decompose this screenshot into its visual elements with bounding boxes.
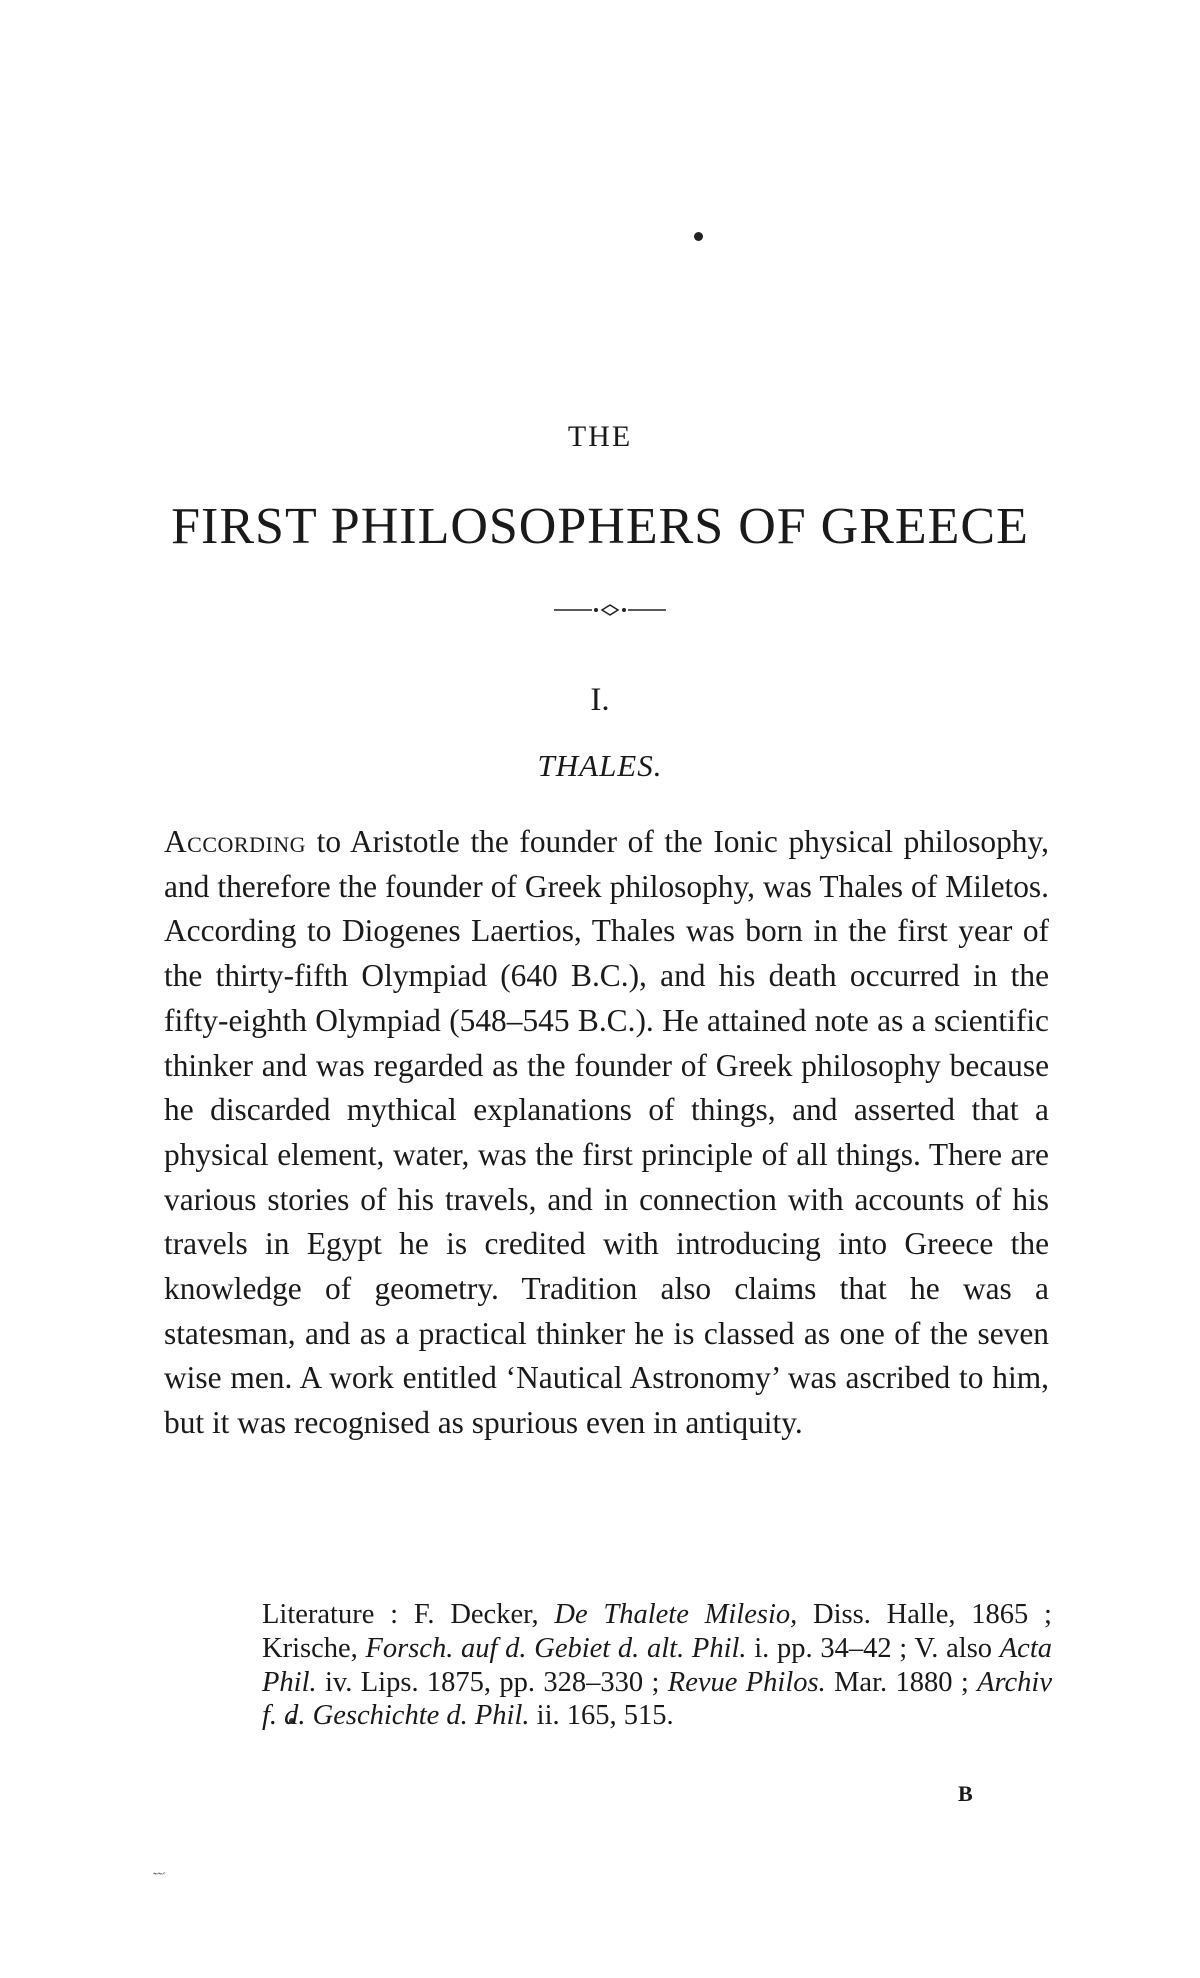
stray-mark: ˜˜ˊ xyxy=(152,1871,166,1886)
ornament-divider xyxy=(554,602,666,618)
literature-title-1: De Thalete Milesio, xyxy=(554,1599,798,1630)
literature-text-5: ii. 165, 515. xyxy=(529,1700,674,1732)
body-paragraph xyxy=(164,820,1049,1446)
literature-title-4: Revue Philos. xyxy=(667,1666,826,1698)
literature-text-4: Mar. 1880 ; xyxy=(825,1666,978,1698)
title-article: THE xyxy=(567,420,633,453)
signature-mark: B xyxy=(958,1781,973,1806)
literature-title-2: Forsch. auf d. Gebiet d. alt. Phil. xyxy=(365,1632,747,1664)
chapter-numeral: I. xyxy=(590,682,610,718)
literature-note xyxy=(262,1598,1052,1733)
ink-speck xyxy=(694,232,703,241)
book-title: FIRST PHILOSOPHERS OF GREECE xyxy=(171,498,1029,555)
paragraph-text: to Aristotle the founder of the Ionic physical philosophy, and therefore the founder of Greek philosophy, was Thales of Miletos. According to Diogenes Laertios, Thales was born in the first year of the thirty-fifth Olympiad (640 B.C.), and his death occurred in the fifty-eighth Olympiad (548–545 B.C.). He attained note as a scientific thinker and was regarded as the founder of Greek philosophy because he discarded mythical explanations of things, and asserted that a physical element, water, was the first principle of all things. There are various stories of his travels, and in connection with accounts of his travels in Egypt he is credited with introducing into Greece the knowledge of geometry. Tradition also claims that he was a statesman, and as a practical thinker he is classed as one of the seven wise men. A work entitled ‘Nautical Astronomy’ was ascribed to him, but it was recognised as spurious even in antiquity. xyxy=(164,824,1049,1441)
literature-title-3: Acta Phil. xyxy=(262,1632,1052,1698)
literature-text-3: iv. Lips. 1875, pp. 328–330 ; xyxy=(316,1666,668,1698)
literature-text-1: Diss. Halle, 1865 ; Krische, xyxy=(262,1599,1052,1664)
literature-text-2: i. pp. 34–42 ; V. also xyxy=(746,1632,1000,1664)
literature-label: Literature : F. Decker, xyxy=(262,1599,555,1630)
opening-word: According xyxy=(164,824,307,859)
literature-title-5: Archiv f. d. Geschichte d. Phil. xyxy=(262,1666,1053,1732)
chapter-title: THALES. xyxy=(537,748,663,783)
